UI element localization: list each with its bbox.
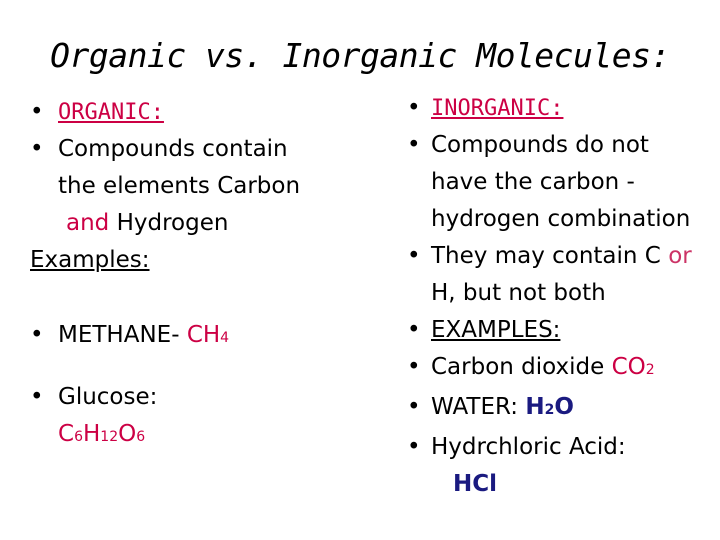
carbon-dioxide-example: • Carbon dioxide CO2 [407, 349, 717, 389]
inorganic-contain-line-1: • They may contain C or [407, 238, 717, 275]
bullet: • [407, 95, 421, 121]
bullet: • [407, 354, 421, 380]
organic-examples-label: Examples: [30, 247, 150, 273]
bullet: • [407, 394, 421, 420]
organic-heading-line [30, 94, 360, 131]
bullet: • [407, 243, 421, 269]
inorganic-column [407, 90, 717, 503]
inorganic-heading: INORGANIC: [431, 96, 564, 121]
inorganic-heading-line [407, 90, 717, 127]
organic-column [30, 94, 360, 456]
bullet: • [407, 434, 421, 460]
inorganic-definition-line-3: hydrogen combination [431, 206, 691, 232]
bullet: • [407, 317, 421, 343]
bullet: • [407, 132, 421, 158]
hydrochloric-acid-example: • Hydrchloric Acid: [407, 429, 717, 466]
organic-heading: ORGANIC: [58, 100, 164, 125]
glucose-formula: C6H12O6 [58, 421, 146, 447]
bullet: • [30, 99, 44, 125]
water-example: • WATER: H2O [407, 389, 717, 429]
bullet: • [30, 136, 44, 162]
inorganic-definition-line-2: have the carbon - [431, 169, 635, 195]
bullet: • [30, 384, 44, 410]
organic-definition-line-1: • Compounds contain [30, 131, 360, 168]
methane-formula: CH [186, 322, 221, 348]
bullet: • [30, 322, 44, 348]
methane-example: • METHANE- CH4 [30, 317, 360, 357]
inorganic-definition-line-1: • Compounds do not [407, 127, 717, 164]
organic-definition-line-3: and Hydrogen [66, 210, 229, 236]
slide-title: Organic vs. Inorganic Molecules: [50, 36, 670, 75]
inorganic-examples-label: • EXAMPLES: [407, 312, 717, 349]
hcl-formula: HCl [453, 471, 498, 497]
glucose-example: • Glucose: [30, 379, 360, 416]
inorganic-contain-line-2: H, but not both [431, 280, 606, 306]
organic-definition-line-2: the elements Carbon [58, 173, 301, 199]
